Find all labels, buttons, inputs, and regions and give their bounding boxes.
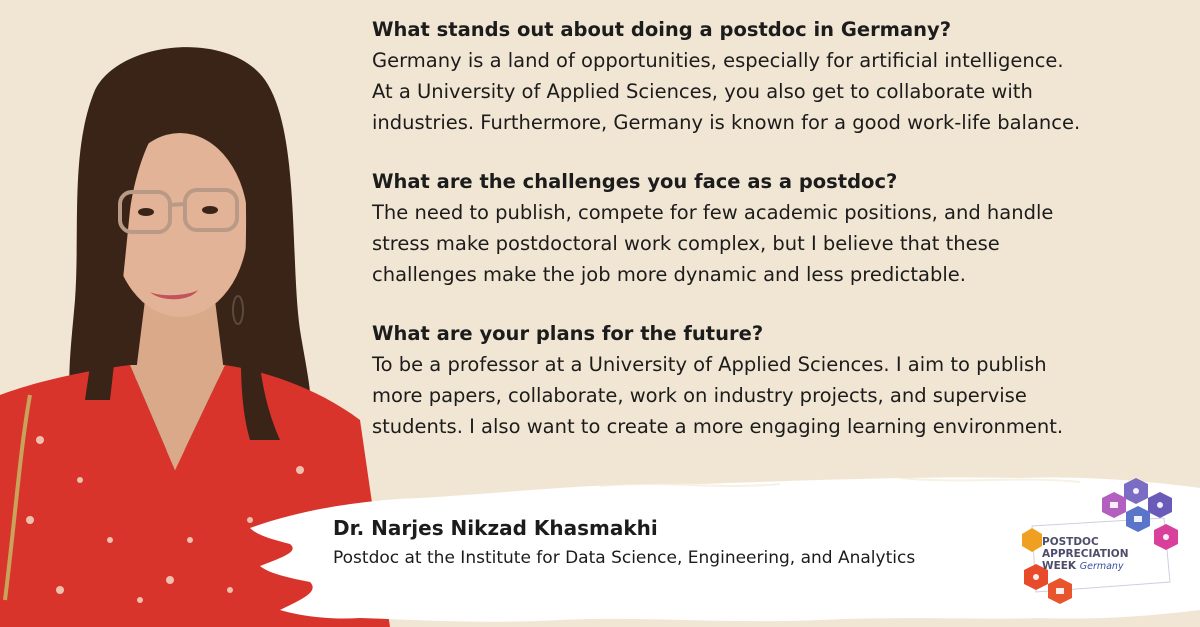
logo-line: POSTDOC (1042, 536, 1099, 548)
answer-line: more papers, collaborate, work on industry projects, and supervise (372, 384, 1027, 407)
question-heading: What stands out about doing a postdoc in Germany? (372, 18, 952, 41)
person-caption (333, 514, 1013, 572)
answer-line: students. I also want to create a more engaging learning environment. (372, 415, 1064, 438)
logo-week: WEEK (1042, 560, 1077, 572)
qa-item (372, 318, 1192, 442)
answer-line: challenges make the job more dynamic and less predictable. (372, 263, 966, 286)
answer-line: At a University of Applied Sciences, you also get to collaborate with (372, 80, 1033, 103)
qa-item (372, 14, 1192, 138)
logo-line (1042, 560, 1128, 573)
logo-text (1042, 536, 1128, 573)
qa-section (372, 14, 1192, 470)
answer-line: The need to publish, compete for few academic positions, and handle (372, 201, 1054, 224)
question-heading: What are your plans for the future? (372, 322, 764, 345)
person-name: Dr. Narjes Nikzad Khasmakhi (333, 516, 658, 540)
answer-line: stress make postdoctoral work complex, but I believe that these (372, 232, 1000, 255)
answer-line: industries. Furthermore, Germany is known for a good work-life balance. (372, 111, 1081, 134)
question-heading: What are the challenges you face as a postdoc? (372, 170, 898, 193)
answer-line: Germany is a land of opportunities, especially for artificial intelligence. (372, 49, 1064, 72)
person-role: Postdoc at the Institute for Data Science, Engineering, and Analytics (333, 548, 916, 568)
qa-item (372, 166, 1192, 290)
postdoc-appreciation-week-logo (1014, 478, 1190, 618)
logo-line: APPRECIATION (1042, 548, 1129, 560)
logo-country: Germany (1079, 561, 1124, 572)
answer-line: To be a professor at a University of Applied Sciences. I aim to publish (372, 353, 1047, 376)
